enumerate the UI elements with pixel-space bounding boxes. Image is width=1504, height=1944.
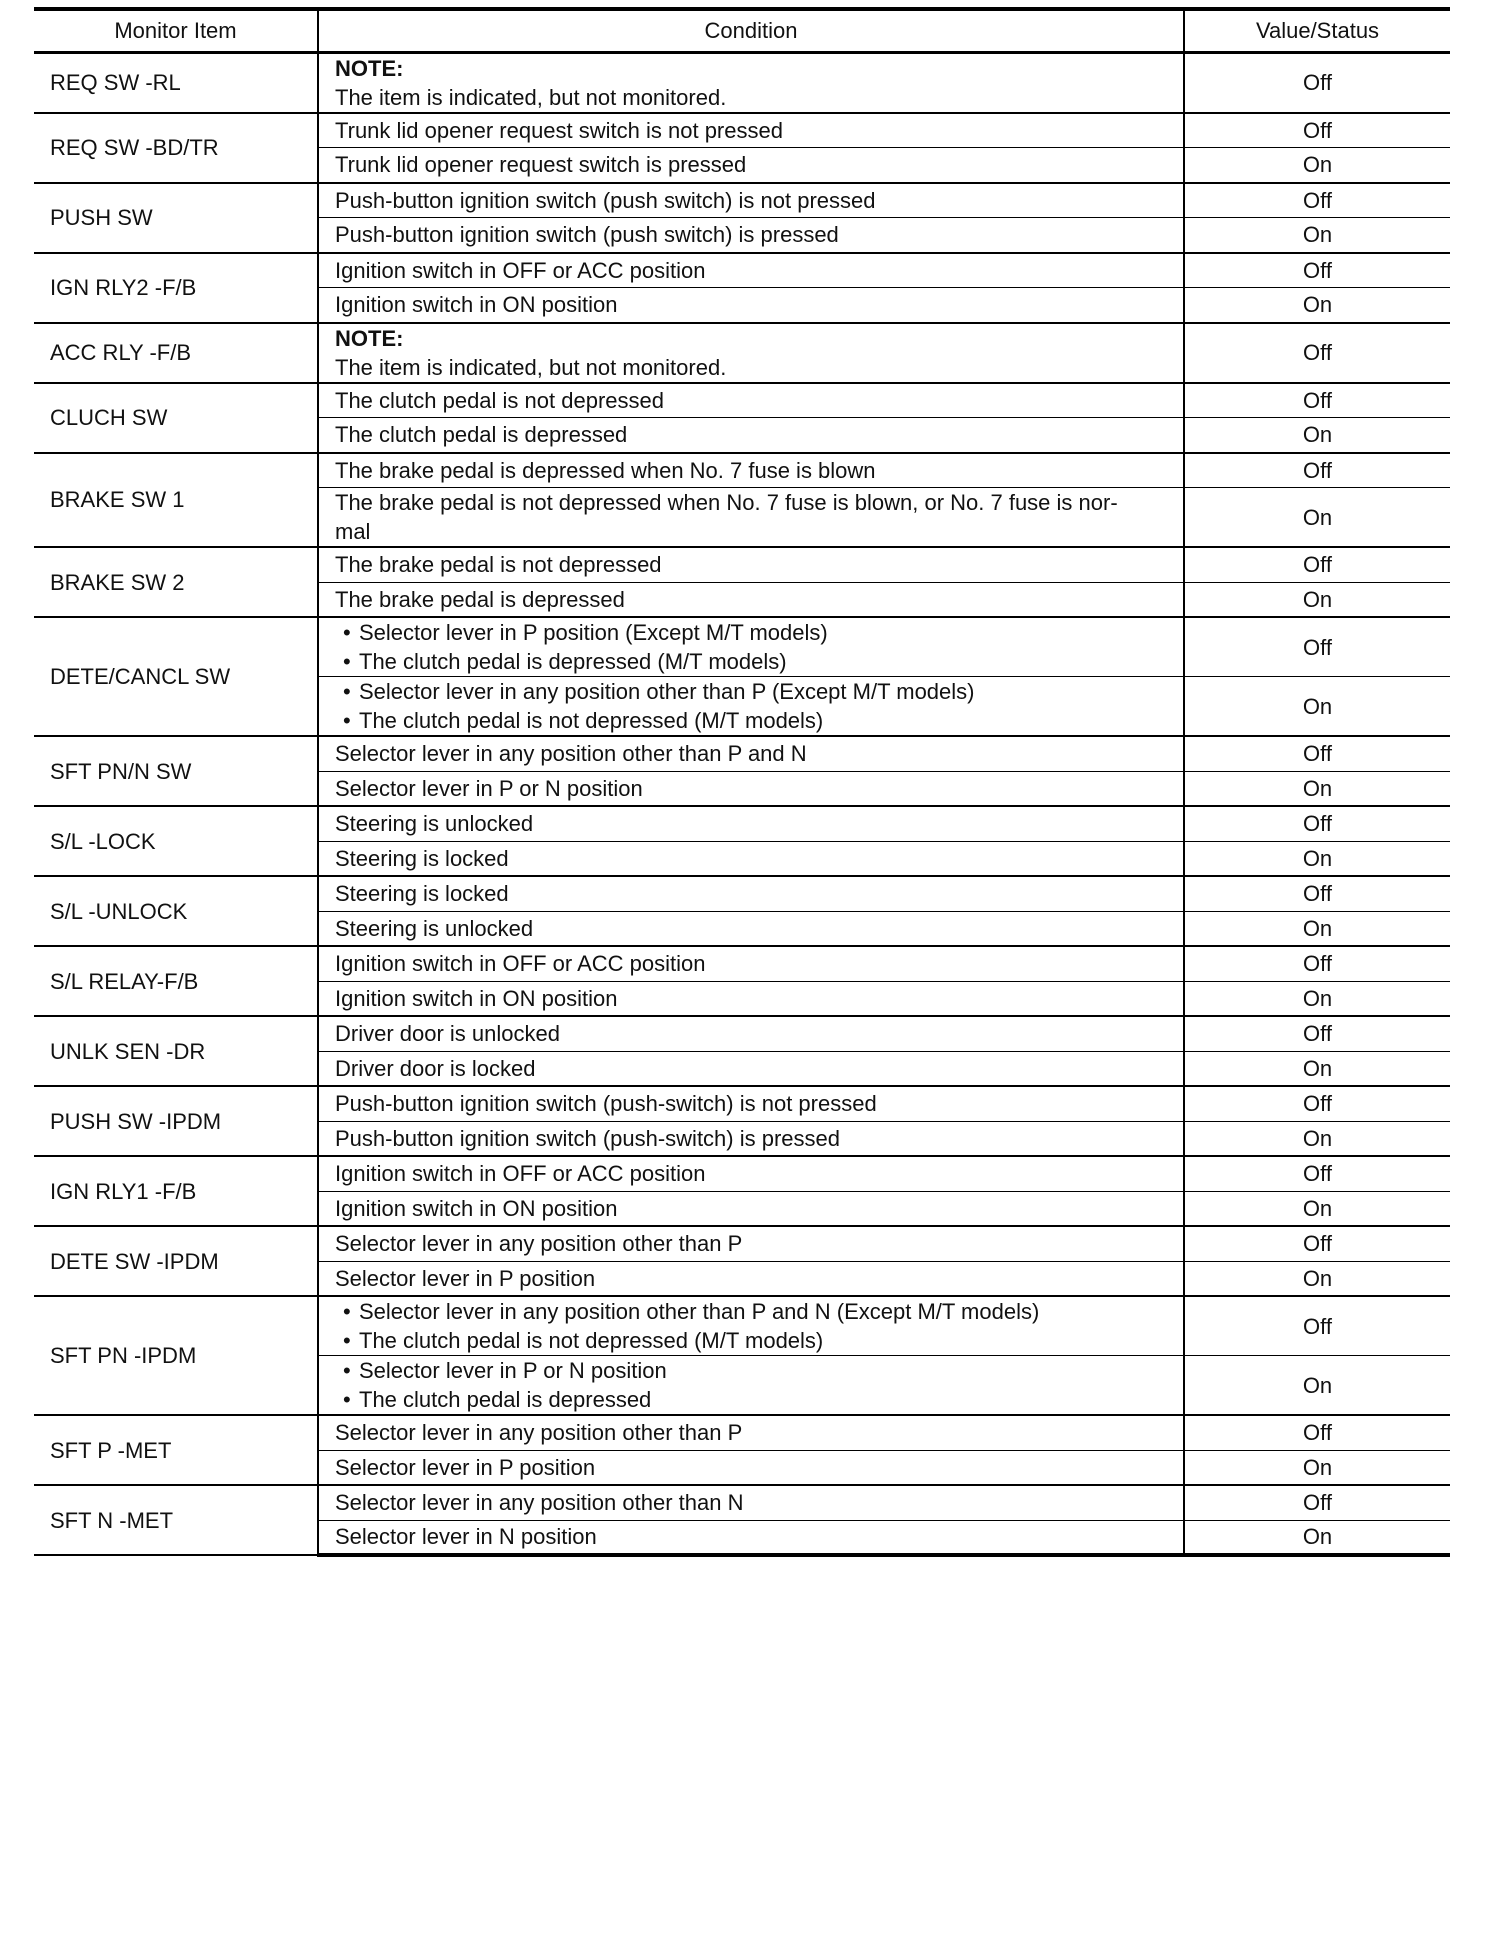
- table-body: [34, 52, 1450, 1555]
- value-status-cell: On: [1184, 771, 1450, 806]
- table-row: [34, 183, 1450, 218]
- condition-cell: [318, 418, 1184, 453]
- value-status-cell: On: [1184, 218, 1450, 253]
- condition-cell: [318, 113, 1184, 148]
- condition-text: The brake pedal is depressed when No. 7 fuse is blown: [335, 457, 876, 483]
- table-row: [34, 876, 1450, 911]
- monitor-item-cell: PUSH SW -IPDM: [34, 1086, 318, 1156]
- condition-cell: [318, 488, 1184, 548]
- value-status-cell: Off: [1184, 946, 1450, 981]
- table-row: [34, 1415, 1450, 1450]
- table-row: [34, 113, 1450, 148]
- condition-cell: [318, 771, 1184, 806]
- condition-cell: [318, 617, 1184, 677]
- condition-text: The brake pedal is not depressed when No. 7 fuse is blown, or No. 7 fuse is nor- mal: [335, 490, 1118, 544]
- condition-cell: [318, 1016, 1184, 1051]
- value-status-cell: On: [1184, 488, 1450, 548]
- monitor-item-cell: IGN RLY2 -F/B: [34, 253, 318, 323]
- condition-cell: [318, 1356, 1184, 1416]
- condition-cell: [318, 1051, 1184, 1086]
- value-status-cell: Off: [1184, 52, 1450, 113]
- condition-text: Steering is locked: [335, 881, 509, 907]
- note-label: NOTE:: [335, 55, 404, 81]
- note-label: NOTE:: [335, 325, 404, 351]
- value-status-cell: Off: [1184, 736, 1450, 771]
- table-row: [34, 323, 1450, 383]
- value-status-cell: Off: [1184, 183, 1450, 218]
- value-status-cell: On: [1184, 418, 1450, 453]
- value-status-cell: On: [1184, 911, 1450, 946]
- condition-cell: [318, 841, 1184, 876]
- condition-cell: [318, 806, 1184, 841]
- condition-bullet: • Selector lever in P position (Except M/T models): [335, 618, 1173, 647]
- condition-text: The brake pedal is depressed: [335, 586, 625, 612]
- condition-text: Steering is locked: [335, 845, 509, 871]
- value-status-cell: On: [1184, 1051, 1450, 1086]
- monitor-item-cell: BRAKE SW 2: [34, 547, 318, 617]
- condition-cell: [318, 1156, 1184, 1191]
- condition-cell: [318, 1415, 1184, 1450]
- monitor-item-cell: S/L RELAY-F/B: [34, 946, 318, 1016]
- condition-text: Driver door is locked: [335, 1055, 536, 1081]
- condition-text: Trunk lid opener request switch is pressed: [335, 152, 747, 178]
- monitor-item-cell: CLUCH SW: [34, 383, 318, 453]
- value-status-cell: Off: [1184, 253, 1450, 288]
- value-status-cell: Off: [1184, 1485, 1450, 1520]
- note-text: The item is indicated, but not monitored.: [335, 84, 727, 110]
- monitor-item-cell: REQ SW -RL: [34, 52, 318, 113]
- condition-bullet: • The clutch pedal is not depressed (M/T models): [335, 706, 1173, 735]
- condition-cell: [318, 981, 1184, 1016]
- value-status-cell: On: [1184, 148, 1450, 183]
- condition-cell: [318, 547, 1184, 582]
- value-status-cell: On: [1184, 841, 1450, 876]
- value-status-cell: Off: [1184, 323, 1450, 383]
- value-status-cell: Off: [1184, 1016, 1450, 1051]
- value-status-cell: On: [1184, 1356, 1450, 1416]
- condition-text: Push-button ignition switch (push-switch) is not pressed: [335, 1091, 877, 1117]
- condition-text: Selector lever in any position other than P and N: [335, 741, 807, 767]
- condition-text: Trunk lid opener request switch is not pressed: [335, 117, 783, 143]
- condition-bullet: • Selector lever in any position other than P (Except M/T models): [335, 677, 1173, 706]
- table-row: [34, 1086, 1450, 1121]
- condition-text: Steering is unlocked: [335, 811, 534, 837]
- monitor-item-cell: S/L -UNLOCK: [34, 876, 318, 946]
- value-status-cell: Off: [1184, 1415, 1450, 1450]
- monitor-item-cell: S/L -LOCK: [34, 806, 318, 876]
- monitor-item-cell: DETE/CANCL SW: [34, 617, 318, 736]
- condition-text: Driver door is unlocked: [335, 1021, 560, 1047]
- condition-text: The brake pedal is not depressed: [335, 552, 662, 578]
- condition-text: Push-button ignition switch (push switch) is pressed: [335, 222, 839, 248]
- condition-text: Selector lever in P or N position: [335, 775, 643, 801]
- value-status-cell: Off: [1184, 383, 1450, 418]
- value-status-cell: Off: [1184, 1296, 1450, 1356]
- value-status-cell: Off: [1184, 1156, 1450, 1191]
- condition-bullet: • Selector lever in P or N position: [335, 1356, 1173, 1385]
- condition-bullet: • The clutch pedal is depressed: [335, 1385, 1173, 1414]
- condition-cell: [318, 148, 1184, 183]
- condition-text: Ignition switch in OFF or ACC position: [335, 257, 706, 283]
- value-status-cell: Off: [1184, 113, 1450, 148]
- monitor-item-cell: SFT N -MET: [34, 1485, 318, 1555]
- table-row: [34, 453, 1450, 488]
- monitor-item-cell: ACC RLY -F/B: [34, 323, 318, 383]
- condition-text: The clutch pedal is not depressed: [335, 387, 664, 413]
- condition-cell: [318, 736, 1184, 771]
- condition-text: Push-button ignition switch (push switch) is not pressed: [335, 187, 876, 213]
- monitor-item-cell: IGN RLY1 -F/B: [34, 1156, 318, 1226]
- condition-bullet: • The clutch pedal is depressed (M/T models): [335, 647, 1173, 676]
- value-status-cell: Off: [1184, 547, 1450, 582]
- condition-cell: [318, 1485, 1184, 1520]
- monitor-item-cell: SFT P -MET: [34, 1415, 318, 1485]
- condition-bullet: • The clutch pedal is not depressed (M/T models): [335, 1326, 1173, 1355]
- condition-cell: [318, 876, 1184, 911]
- condition-text: Push-button ignition switch (push-switch) is pressed: [335, 1125, 841, 1151]
- value-status-cell: On: [1184, 1261, 1450, 1296]
- condition-text: The clutch pedal is depressed: [335, 422, 628, 448]
- value-status-cell: Off: [1184, 453, 1450, 488]
- condition-cell: [318, 288, 1184, 323]
- condition-text: Selector lever in any position other than P: [335, 1231, 743, 1257]
- table-row: [34, 383, 1450, 418]
- value-status-cell: Off: [1184, 1226, 1450, 1261]
- value-status-cell: On: [1184, 1121, 1450, 1156]
- condition-bullet: • Selector lever in any position other than P and N (Except M/T models): [335, 1297, 1173, 1326]
- condition-cell: [318, 582, 1184, 617]
- condition-cell: [318, 52, 1184, 113]
- monitor-item-cell: BRAKE SW 1: [34, 453, 318, 548]
- monitor-item-cell: UNLK SEN -DR: [34, 1016, 318, 1086]
- value-status-cell: On: [1184, 288, 1450, 323]
- table-row: [34, 1226, 1450, 1261]
- table-row: [34, 1485, 1450, 1520]
- monitor-item-cell: SFT PN/N SW: [34, 736, 318, 806]
- condition-cell: [318, 1450, 1184, 1485]
- table-row: [34, 52, 1450, 113]
- condition-cell: [318, 1191, 1184, 1226]
- monitor-item-cell: PUSH SW: [34, 183, 318, 253]
- condition-cell: [318, 1121, 1184, 1156]
- header-monitor-item: Monitor Item: [34, 9, 318, 52]
- value-status-cell: On: [1184, 1450, 1450, 1485]
- condition-cell: [318, 453, 1184, 488]
- condition-text: Ignition switch in OFF or ACC position: [335, 951, 706, 977]
- table-row: [34, 253, 1450, 288]
- value-status-cell: Off: [1184, 876, 1450, 911]
- table-row: [34, 946, 1450, 981]
- note-text: The item is indicated, but not monitored.: [335, 354, 727, 380]
- value-status-cell: Off: [1184, 1086, 1450, 1121]
- monitor-item-table: [34, 7, 1450, 1557]
- value-status-cell: On: [1184, 582, 1450, 617]
- condition-cell: [318, 677, 1184, 737]
- condition-text: Ignition switch in ON position: [335, 1195, 618, 1221]
- condition-cell: [318, 911, 1184, 946]
- condition-cell: [318, 183, 1184, 218]
- value-status-cell: On: [1184, 1191, 1450, 1226]
- value-status-cell: On: [1184, 981, 1450, 1016]
- monitor-item-cell: REQ SW -BD/TR: [34, 113, 318, 183]
- condition-text: Selector lever in P position: [335, 1454, 596, 1480]
- condition-text: Ignition switch in ON position: [335, 985, 618, 1011]
- condition-text: Selector lever in any position other than N: [335, 1490, 744, 1516]
- table-row: [34, 1156, 1450, 1191]
- condition-text: Selector lever in N position: [335, 1524, 597, 1550]
- condition-text: Ignition switch in ON position: [335, 292, 618, 318]
- table-row: [34, 617, 1450, 677]
- monitor-item-cell: SFT PN -IPDM: [34, 1296, 318, 1415]
- condition-cell: [318, 323, 1184, 383]
- condition-text: Ignition switch in OFF or ACC position: [335, 1161, 706, 1187]
- table-header-row: [34, 9, 1450, 52]
- value-status-cell: On: [1184, 677, 1450, 737]
- value-status-cell: On: [1184, 1520, 1450, 1555]
- header-condition: Condition: [318, 9, 1184, 52]
- table-row: [34, 736, 1450, 771]
- condition-cell: [318, 253, 1184, 288]
- condition-text: Selector lever in any position other than P: [335, 1420, 743, 1446]
- condition-cell: [318, 1086, 1184, 1121]
- monitor-item-cell: DETE SW -IPDM: [34, 1226, 318, 1296]
- table-row: [34, 806, 1450, 841]
- condition-cell: [318, 218, 1184, 253]
- condition-text: Selector lever in P position: [335, 1265, 596, 1291]
- table-row: [34, 1016, 1450, 1051]
- table-row: [34, 547, 1450, 582]
- condition-cell: [318, 1261, 1184, 1296]
- value-status-cell: Off: [1184, 806, 1450, 841]
- condition-text: Steering is unlocked: [335, 915, 534, 941]
- value-status-cell: Off: [1184, 617, 1450, 677]
- condition-cell: [318, 1296, 1184, 1356]
- condition-cell: [318, 946, 1184, 981]
- table-row: [34, 1296, 1450, 1356]
- condition-cell: [318, 1226, 1184, 1261]
- header-value-status: Value/Status: [1184, 9, 1450, 52]
- condition-cell: [318, 383, 1184, 418]
- condition-cell: [318, 1520, 1184, 1555]
